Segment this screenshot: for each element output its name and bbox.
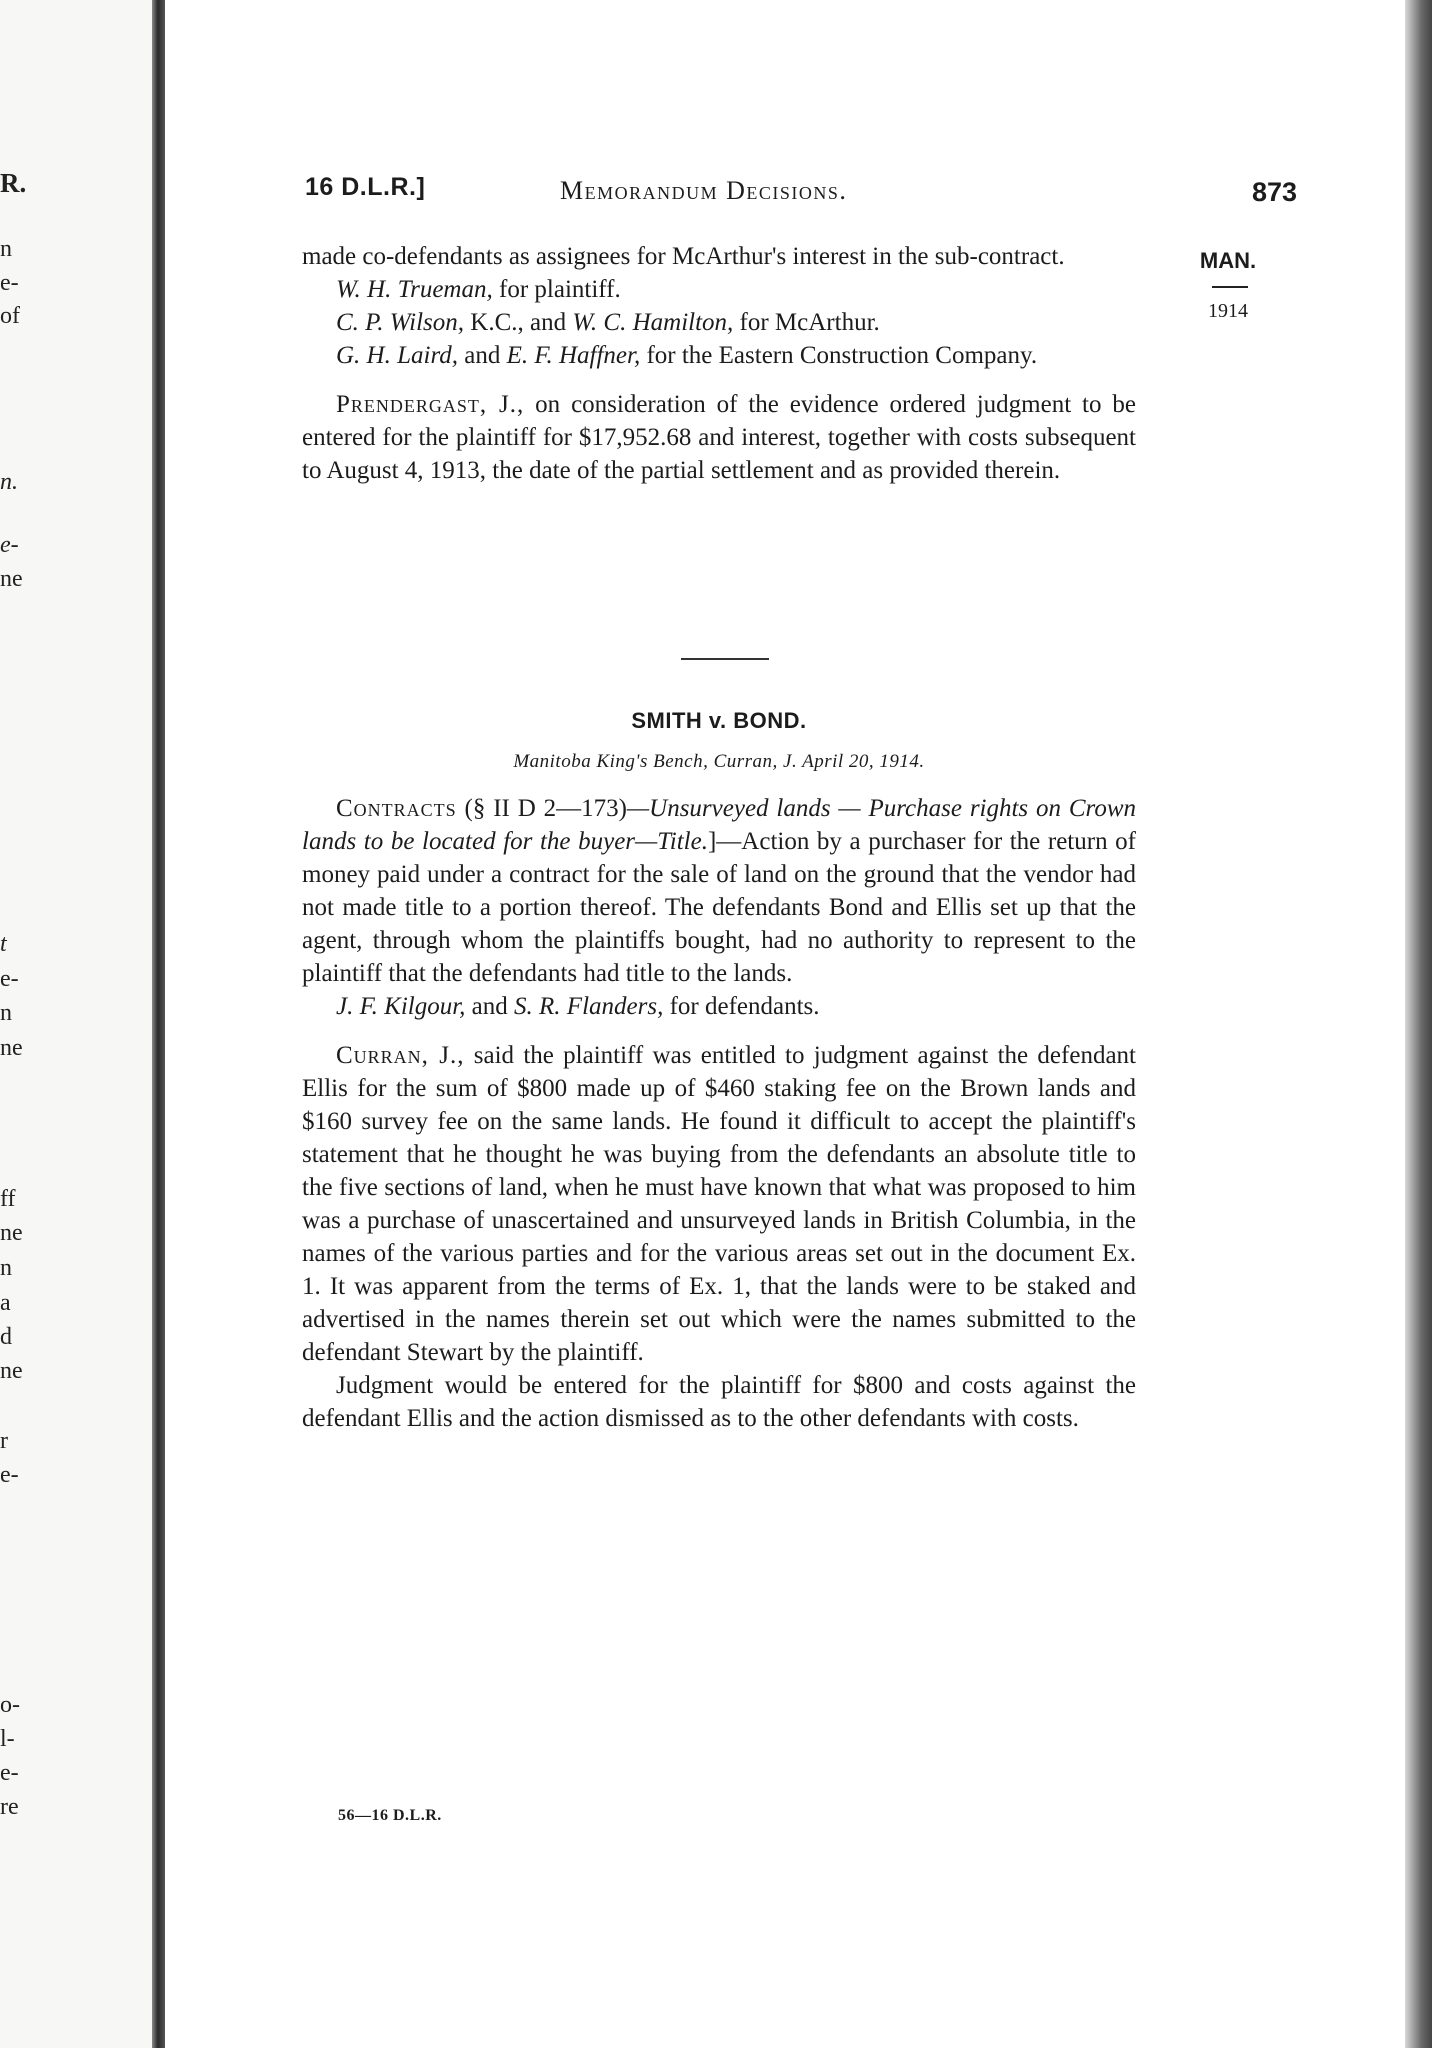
section-heading: Memorandum Decisions.	[560, 176, 848, 205]
counsel-connector: and	[465, 993, 515, 1020]
opinion-text: said the plaintiff was entitled to judgment against the defendant Ellis for the sum of $800 made up of $460 staking fee on the Brown lands and $160 survey fee on the same lands. He found it difficult to accept the plaintiff's statement that he thought he was buying from the defendants an absolute title to the five sections of land, when he must have known that what was proposed to him was a purchase of unascertained and unsurveyed lands in British Columbia, in the names of the various parties and for the various areas set out in the document Ex. 1. It was apparent from the terms of Ex. 1, that the lands were to be staked and advertised in the names therein set out which were the names submitted to the defendant Stewart by the plaintiff.	[302, 1042, 1136, 1366]
counsel-line	[302, 306, 1136, 339]
counsel-line	[302, 339, 1136, 372]
case-separator	[681, 658, 769, 660]
case-title: SMITH v. BOND.	[631, 708, 807, 733]
counsel-role: for plaintiff.	[492, 276, 621, 303]
headnote-text: ]—Action by a purchaser for the return of money paid under a contract for the sale of land on the ground that the vendor had not made title to a portion thereof. The defendants Bond and Ellis set up that the agent, through whom the plaintiffs bought, had no authority to represent to the plaintiff that the defendants had title to the lands.	[302, 828, 1136, 987]
left-fragment: n	[0, 1255, 12, 1281]
left-fragment: e-	[0, 966, 19, 992]
judge-name: Curran, J.,	[336, 1042, 465, 1069]
volume-reference: 16 D.L.R.]	[305, 173, 426, 201]
book-gutter	[152, 0, 165, 2048]
judgment-paragraph	[302, 388, 1136, 487]
printer-signature: 56—16 D.L.R.	[338, 1807, 442, 1824]
headnote-label: Contracts	[336, 795, 457, 822]
counsel-line	[302, 990, 1136, 1023]
counsel-name: W. H. Trueman,	[336, 276, 493, 303]
page-number: 873	[1252, 177, 1298, 207]
judgment-text: on consideration of the evidence ordered judgment to be entered for the plaintiff for $17,952.68 and interest, together with costs subsequent to August 4, 1913, the date of the partial settlement and as provided therein.	[302, 391, 1136, 484]
counsel-name: G. H. Laird,	[336, 342, 459, 369]
left-fragment: r	[0, 1428, 8, 1454]
court-and-date: Manitoba King's Bench, Curran, J. April 20, 1914.	[513, 751, 925, 772]
counsel-role: for McArthur.	[733, 309, 880, 336]
counsel-name: W. C. Hamilton,	[572, 309, 734, 336]
left-fragment: d	[0, 1324, 12, 1350]
counsel-role: for defendants.	[663, 993, 820, 1020]
left-fragment: n	[0, 1000, 12, 1026]
headnote-section: (§ II D 2—173)	[456, 795, 627, 822]
left-fragment: l-	[0, 1726, 15, 1752]
counsel-name: C. P. Wilson,	[336, 309, 465, 336]
left-fragment: ff	[0, 1186, 16, 1212]
left-fragment: R.	[0, 168, 27, 198]
case-body	[302, 792, 1136, 1435]
judge-name: Prendergast, J.,	[336, 391, 525, 418]
left-fragment: t	[0, 931, 7, 957]
counsel-name: J. F. Kilgour,	[336, 993, 466, 1020]
counsel-line	[302, 273, 1136, 306]
left-fragment: e-	[0, 1462, 19, 1488]
conclusion-paragraph: Judgment would be entered for the plaintiff for $800 and costs against the defendant Ellis and the action dismissed as to the other defendants with costs.	[302, 1372, 1136, 1432]
left-fragment: re	[0, 1794, 19, 1820]
left-fragment: of	[0, 303, 20, 329]
headnote-topic: —Unsurveyed lands — Purchase rights on Crown lands to be located for the buyer—Title.	[302, 795, 1136, 855]
margin-year: 1914	[1208, 300, 1248, 322]
left-fragment: ne	[0, 1035, 23, 1061]
counsel-role: for the Eastern Construction Company.	[640, 342, 1038, 369]
opinion-paragraph	[302, 1039, 1136, 1369]
right-page-edge	[1405, 0, 1432, 2048]
prior-case-paragraph: made co-defendants as assignees for McArthur's interest in the sub-contract.	[302, 243, 1065, 270]
left-fragment: e-	[0, 1760, 19, 1786]
left-fragment: o-	[0, 1692, 20, 1718]
margin-rule	[1212, 286, 1248, 288]
prior-case	[302, 240, 1136, 487]
left-fragment: a	[0, 1290, 11, 1316]
left-fragment: e-	[0, 270, 19, 296]
counsel-name: S. R. Flanders,	[514, 993, 664, 1020]
counsel-connector: and	[458, 342, 507, 369]
left-fragment: ne	[0, 1220, 23, 1246]
headnote	[302, 792, 1136, 990]
left-page-edge	[0, 0, 152, 2048]
left-fragment: ne	[0, 1358, 23, 1384]
left-fragment: n.	[0, 469, 18, 495]
counsel-name: E. F. Haffner,	[506, 342, 641, 369]
counsel-connector: K.C., and	[464, 309, 573, 336]
left-fragment: e-	[0, 532, 19, 558]
left-fragment: ne	[0, 566, 23, 592]
margin-court: MAN.	[1199, 248, 1257, 273]
left-fragment: n	[0, 236, 12, 262]
